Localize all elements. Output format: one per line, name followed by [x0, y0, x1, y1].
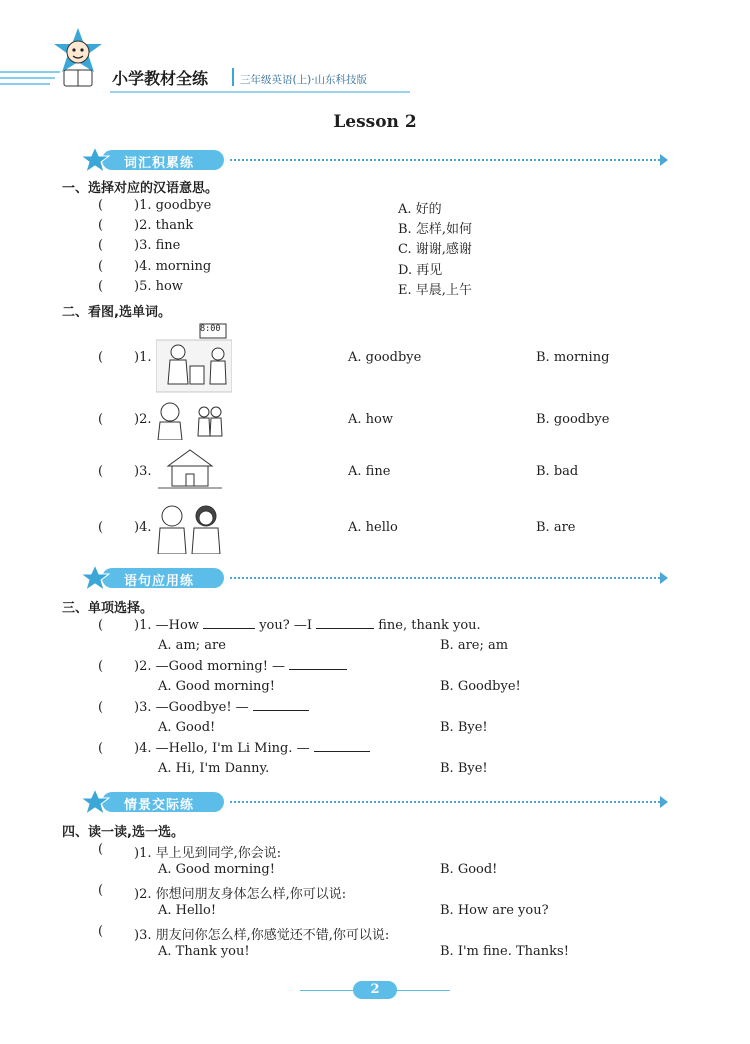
paren-open: ( — [98, 924, 104, 939]
arrow-right-icon — [660, 572, 668, 584]
paren-open: ( — [98, 842, 104, 857]
answer-blank[interactable] — [316, 618, 374, 629]
part-heading-1: 一、选择对应的汉语意思。 — [62, 181, 219, 196]
matching-item-4: )4. morning — [134, 259, 212, 274]
matching-option-b: B. 怎样,如何 — [398, 222, 472, 237]
question-text: )1. —How — [134, 618, 199, 633]
picture-question-3: )3. — [134, 464, 152, 479]
option-a: A. hello — [348, 520, 398, 535]
page-number: 2 — [353, 981, 397, 999]
option-b: B. morning — [536, 350, 610, 365]
situation-option-b: B. I'm fine. Thanks! — [440, 944, 569, 959]
option-b: B. are — [536, 520, 576, 535]
arrow-right-icon — [660, 796, 668, 808]
part-heading-2: 二、看图,选单词。 — [62, 305, 171, 320]
arrow-right-icon — [660, 154, 668, 166]
question-text: fine, thank you. — [378, 618, 481, 633]
option-b: B. bad — [536, 464, 579, 479]
choice-option-a: A. Hi, I'm Danny. — [158, 761, 270, 776]
paren-open: ( — [98, 883, 104, 898]
choice-question-3 — [134, 700, 309, 715]
matching-item-2: )2. thank — [134, 218, 194, 233]
star-runner-icon — [80, 146, 110, 174]
answer-blank[interactable] — [289, 659, 347, 670]
paren-open: ( — [98, 279, 104, 294]
dotted-line — [230, 801, 660, 803]
question-text: you? —I — [259, 618, 312, 633]
situation-question-3: )3. 朋友问你怎么样,你感觉还不错,你可以说: — [134, 928, 390, 943]
matching-option-a: A. 好的 — [398, 202, 442, 217]
section-label: 语句应用练 — [124, 574, 195, 589]
situation-option-b: B. How are you? — [440, 903, 549, 918]
paren-open: ( — [98, 412, 104, 427]
choice-option-a: A. am; are — [158, 638, 226, 653]
choice-question-4 — [134, 741, 370, 756]
matching-item-5: )5. how — [134, 279, 183, 294]
choice-option-a: A. Good morning! — [158, 679, 275, 694]
paren-open: ( — [98, 741, 104, 756]
option-b: B. goodbye — [536, 412, 610, 427]
part-heading-4: 四、读一读,选一选。 — [62, 825, 184, 840]
children-waving-image — [156, 400, 226, 440]
situation-question-2: )2. 你想问朋友身体怎么样,你可以说: — [134, 887, 347, 902]
choice-option-a: A. Good! — [158, 720, 216, 735]
star-runner-icon — [80, 564, 110, 592]
paren-open: ( — [98, 464, 104, 479]
situation-option-a: A. Thank you! — [158, 944, 250, 959]
dotted-line — [230, 577, 660, 579]
situation-option-b: B. Good! — [440, 862, 498, 877]
paren-open: ( — [98, 700, 104, 715]
situation-option-a: A. Hello! — [158, 903, 217, 918]
dotted-line — [230, 159, 660, 161]
clock-time: 8:00 — [200, 324, 221, 334]
situation-question-1: )1. 早上见到同学,你会说: — [134, 846, 282, 861]
option-a: A. fine — [348, 464, 391, 479]
answer-blank[interactable] — [253, 700, 309, 711]
paren-open: ( — [98, 238, 104, 253]
book-subtitle: 三年级英语(上)·山东科技版 — [240, 74, 368, 86]
matching-option-e: E. 早晨,上午 — [398, 283, 472, 298]
section-banner-sentences — [76, 564, 676, 592]
section-label: 词汇积累练 — [124, 156, 195, 171]
paren-open: ( — [98, 259, 104, 274]
house-image — [158, 446, 222, 490]
choice-question-2 — [134, 659, 347, 674]
answer-blank[interactable] — [203, 618, 255, 629]
picture-question-4: )4. — [134, 520, 152, 535]
question-text: )3. —Goodbye! — — [134, 700, 249, 715]
star-runner-icon — [80, 788, 110, 816]
part-heading-3: 三、单项选择。 — [62, 601, 154, 616]
option-a: A. goodbye — [348, 350, 422, 365]
choice-option-b: B. Goodbye! — [440, 679, 521, 694]
header-divider — [232, 68, 234, 86]
paren-open: ( — [98, 350, 104, 365]
section-banner-vocabulary — [76, 146, 676, 174]
choice-option-b: B. Bye! — [440, 761, 488, 776]
paren-open: ( — [98, 520, 104, 535]
choice-question-1 — [134, 618, 481, 633]
series-brand-title: 小学教材全练 — [112, 69, 209, 88]
option-a: A. how — [348, 412, 393, 427]
answer-blank[interactable] — [314, 741, 370, 752]
paren-open: ( — [98, 218, 104, 233]
choice-option-b: B. are; am — [440, 638, 509, 653]
matching-option-c: C. 谢谢,感谢 — [398, 242, 472, 257]
choice-option-b: B. Bye! — [440, 720, 488, 735]
section-banner-situations — [76, 788, 676, 816]
section-label: 情景交际练 — [124, 798, 195, 813]
matching-item-1: )1. goodbye — [134, 198, 212, 213]
matching-item-3: )3. fine — [134, 238, 181, 253]
two-kids-greeting-image — [152, 502, 228, 554]
paren-open: ( — [98, 198, 104, 213]
lesson-title: Lesson 2 — [333, 112, 417, 132]
mascot-star-logo — [52, 26, 104, 92]
picture-question-2: )2. — [134, 412, 152, 427]
matching-option-d: D. 再见 — [398, 263, 443, 278]
paren-open: ( — [98, 659, 104, 674]
question-text: )2. —Good morning! — — [134, 659, 286, 674]
question-text: )4. —Hello, I'm Li Ming. — — [134, 741, 310, 756]
picture-question-1: )1. — [134, 350, 152, 365]
classroom-greeting-image — [156, 322, 232, 394]
paren-open: ( — [98, 618, 104, 633]
situation-option-a: A. Good morning! — [158, 862, 275, 877]
